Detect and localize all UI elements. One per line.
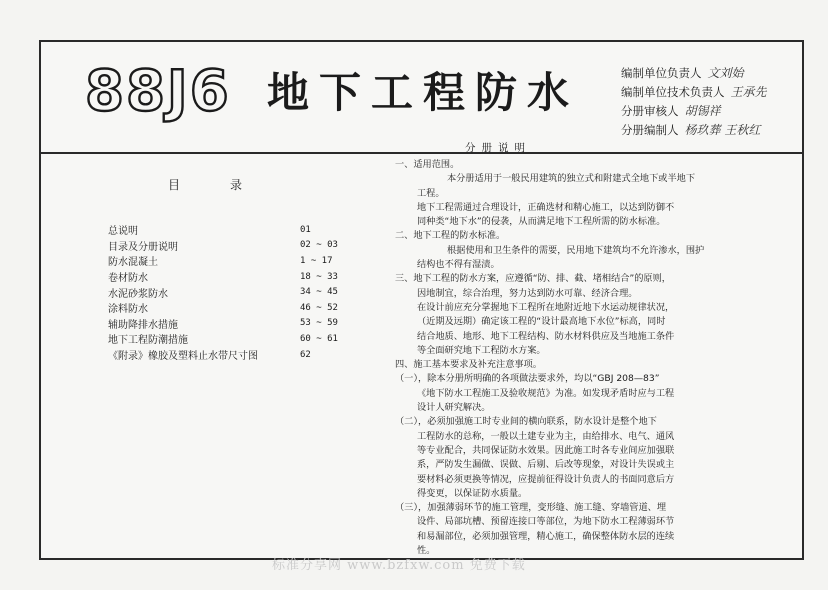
toc-item-label: 总说明 [108, 226, 138, 238]
toc-item [108, 331, 348, 347]
note-line: 和易漏部位，必须加强管理，精心施工，确保整体防水层的连续 [417, 530, 675, 542]
toc-item-label: 辅助降排水措施 [108, 319, 178, 331]
notes-body [395, 158, 775, 558]
note-line: 四、施工基本要求及补充注意事项。 [395, 359, 542, 371]
toc-item-pages: 53 ~ 59 [300, 318, 338, 329]
toc-item [108, 284, 348, 300]
toc-list [108, 222, 348, 362]
note-line: 结构也不得有湿渍。 [417, 259, 500, 271]
toc-item-pages: 46 ~ 52 [300, 302, 338, 313]
toc-heading [168, 176, 244, 193]
note-line: （二），必须加强施工时专业间的横向联系，防水设计是整个地下 [395, 416, 657, 428]
note-line: 因地制宜，综合治理，努力达到防水可靠、经济合理。 [417, 287, 638, 299]
note-line: 地下工程需通过合理设计，正确选材和精心施工，以达到防御不 [417, 201, 675, 213]
document-title: 地下工程防水 [267, 68, 580, 117]
toc-item-pages: 34 ~ 45 [300, 287, 338, 298]
toc-item [108, 316, 348, 332]
note-line: 本分册适用于一般民用建筑的独立式和附建式全地下或半地下 [447, 173, 696, 185]
toc-item-label: 防水混凝土 [108, 257, 158, 269]
note-line: 等专业配合，共同保证防水效果。因此施工时各专业间应加强联 [417, 444, 675, 456]
toc-item-label: 《附录》橡胶及塑料止水带尺寸图 [108, 351, 258, 363]
toc-item [108, 222, 348, 238]
note-line: 等全面研究地下工程防水方案。 [417, 344, 546, 356]
note-line: （一），除本分册所明确的各项做法要求外，均以“GBJ 208—83” [395, 373, 660, 385]
handwritten-signature: 文刘始 [707, 66, 744, 80]
note-line: 工程防水的总称，一般以土建专业为主，由给排水、电气、通风 [417, 430, 675, 442]
note-line: 根据使用和卫生条件的需要，民用地下建筑均不允许渗水，围护 [447, 244, 705, 256]
note-line: 三、地下工程的防水方案，应遵循“防、排、截、堵相结合”的原则， [395, 273, 671, 285]
sign-off-row [621, 83, 801, 102]
toc-item-pages: 62 [300, 349, 311, 360]
document-code: 88J6 [85, 59, 231, 124]
sign-off-row [621, 64, 801, 83]
sign-off-label: 分册编制人 [621, 123, 679, 137]
sign-off-block [621, 64, 801, 140]
note-line: 要材料必须更换等情况，应提前征得设计负责人的书面同意后方 [417, 473, 675, 485]
toc-item-pages: 60 ~ 61 [300, 333, 338, 344]
watermark-text: 标准分享网 www.bzfxw.com 免费下载 [272, 558, 526, 573]
toc-item-pages: 18 ~ 33 [300, 271, 338, 282]
note-line: 设件、局部坑槽、预留连接口等部位，为地下防水工程薄弱环节 [417, 516, 675, 528]
note-line: 性。 [417, 545, 436, 557]
toc-item-label: 涂料防水 [108, 304, 148, 316]
sign-off-label: 编制单位负责人 [621, 66, 702, 80]
toc-heading-left: 目 [168, 178, 183, 192]
note-line: 同种类“地下水”的侵袭，从而满足地下工程所需的防水标准。 [417, 216, 666, 228]
handwritten-signature: 王承先 [730, 85, 767, 99]
header-divider [41, 152, 802, 154]
note-line: 系，严防发生漏做、误做、后剔、后改等现象，对设计失误或主 [417, 459, 675, 471]
toc-item [108, 238, 348, 254]
toc-item [108, 253, 348, 269]
note-line: 设计人研究解决。 [417, 402, 491, 414]
toc-item [108, 347, 348, 363]
toc-item [108, 300, 348, 316]
notes-heading: 分册说明 [465, 142, 531, 154]
note-line: 工程。 [417, 187, 445, 199]
sign-off-label: 编制单位技术负责人 [621, 85, 725, 99]
toc-heading-right: 录 [230, 178, 245, 192]
note-line: （近期及远期）确定该工程的“设计最高地下水位”标高，同时 [417, 316, 666, 328]
toc-item-pages: 01 [300, 224, 311, 235]
note-line: 得变更，以保证防水质量。 [417, 487, 528, 499]
sign-off-row [621, 102, 801, 121]
sign-off-row [621, 121, 801, 140]
toc-item-label: 水泥砂浆防水 [108, 288, 168, 300]
toc-item-label: 目录及分册说明 [108, 241, 178, 253]
toc-item [108, 269, 348, 285]
sign-off-label: 分册审核人 [621, 104, 679, 118]
toc-item-label: 卷材防水 [108, 273, 148, 285]
note-line: 一、适用范围。 [395, 159, 460, 170]
note-line: （三），加强薄弱环节的施工管理，变形缝、施工缝、穿墙管道、埋 [395, 502, 667, 514]
handwritten-signature: 杨玖葬 王秋红 [684, 123, 761, 137]
note-line: 在设计前应充分掌握地下工程所在地附近地下水运动规律状况， [417, 301, 675, 313]
note-line: 《地下防水工程施工及验收规范》为准。如发现矛盾时应与工程 [417, 387, 675, 399]
toc-item-pages: 02 ~ 03 [300, 240, 338, 251]
note-line: 结合地质、地形、地下工程结构、防水材料供应及当地施工条件 [417, 330, 675, 342]
note-line: 二、地下工程的防水标准。 [395, 230, 506, 242]
handwritten-signature: 胡锡祥 [684, 104, 721, 118]
toc-item-pages: 1 ~ 17 [300, 255, 333, 266]
toc-item-label: 地下工程防潮措施 [108, 335, 188, 347]
